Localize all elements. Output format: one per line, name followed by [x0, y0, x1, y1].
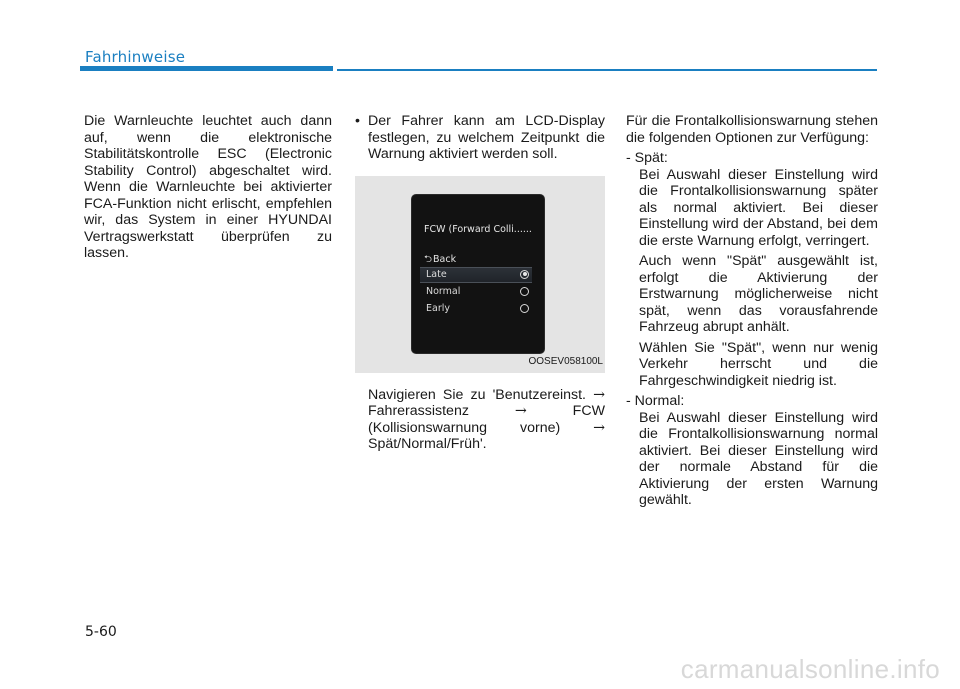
return-arrow-icon: ⮌ [424, 253, 433, 265]
options-intro: Für die Frontalkollisionswarnung stehen die folgenden Optionen zur Verfügung: [626, 113, 878, 146]
late-paragraph-1: Bei Auswahl dieser Einstellung wird die Frontalkollisionswarnung später als normal aktiviert. Bei dieser Einstellung wird der Abstand, bei dem die erste Warnung erfolgt, verringert. [639, 166, 878, 249]
lcd-screen [412, 195, 544, 353]
back-label: Back [433, 253, 457, 265]
section-title: Fahrhinweise [85, 48, 186, 66]
navigation-path [355, 387, 605, 453]
nav-part-1: Navigieren Sie zu 'Benutzereinst. [368, 386, 586, 403]
nav-part-4: Spät/Normal/Früh'. [368, 436, 487, 452]
column-3 [626, 113, 878, 509]
late-heading: - Spät: [626, 150, 668, 166]
nav-part-3: FCW (Kollisionswarnung vorne) [368, 403, 605, 436]
arrow-icon: → [593, 419, 605, 436]
late-paragraph-3: Wählen Sie "Spät", wenn nur wenig Verkehr herrscht und die Fahrgeschwindigkeit niedrig ist. [639, 339, 878, 389]
watermark: carmanualsonline.info [680, 654, 940, 684]
arrow-icon: → [593, 386, 605, 403]
warning-light-paragraph: Die Warnleuchte leuchtet auch dann auf, wenn die elektronische Stabilitätskontrolle ESC (Electronic Stability Control) abgeschaltet wird. Wenn die Warnleuchte bei aktivierter FCA-Funktion nicht erlischt, empfehlen wir, das System in einer HYUNDAI Vertragswerkstatt überprüfen zu lassen. [84, 113, 332, 261]
header-rule-thin [337, 69, 877, 71]
radio-empty-icon [520, 287, 529, 296]
page-number: 5-60 [85, 624, 117, 640]
option-late [420, 267, 532, 283]
column-1 [84, 113, 332, 262]
bullet-mark: • [355, 113, 360, 129]
option-normal [420, 284, 532, 300]
option-early [420, 301, 532, 317]
option-label: Normal [426, 285, 461, 297]
column-2 [355, 113, 605, 467]
bullet-text: Der Fahrer kann am LCD-Display festlegen, zu welchem Zeitpunkt die Warnung aktiviert werden soll. [368, 113, 605, 162]
normal-heading: - Normal: [626, 393, 685, 409]
header-rule-thick [80, 66, 333, 71]
radio-selected-icon [520, 270, 529, 279]
late-paragraph-2: Auch wenn "Spät" ausgewählt ist, erfolgt die Aktivierung der Erstwarnung möglicherweise nicht spät, wenn das vorausfahrende Fahrzeug abrupt anhält. [639, 253, 878, 335]
figure-code: OOSEV058100L [528, 356, 603, 367]
arrow-icon: → [514, 403, 527, 419]
radio-empty-icon [520, 304, 529, 313]
screen-title: FCW (Forward Colli...... [424, 223, 532, 235]
bullet-item [355, 113, 605, 163]
lcd-figure [355, 176, 605, 373]
option-label: Early [426, 302, 450, 314]
option-label: Late [426, 268, 447, 280]
nav-part-2: Fahrerassistenz [368, 403, 469, 419]
normal-paragraph-1: Bei Auswahl dieser Einstellung wird die Frontalkollisionswarnung normal aktiviert. Bei dieser Einstellung wird der normale Abstand für die Aktivierung der ersten Warnung gewählt. [639, 409, 878, 508]
